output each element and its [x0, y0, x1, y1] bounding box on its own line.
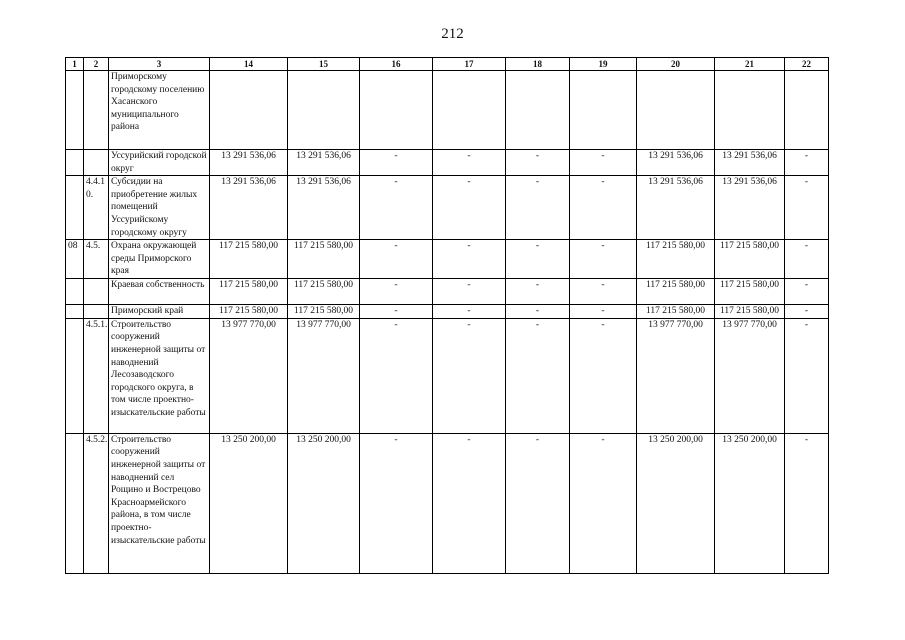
cell-col16: - — [360, 318, 433, 433]
cell-col21: 13 250 200,00 — [715, 433, 785, 573]
cell-col22: - — [785, 150, 829, 176]
cell-col18: - — [506, 279, 570, 305]
cell-col16 — [360, 71, 433, 150]
cell-col18: - — [506, 305, 570, 319]
cell-col19: - — [570, 150, 637, 176]
cell-name: Строительство сооружений инженерной защиты от наводнений сел Рощино и Вострецово Красноармейского района, в том числе проектно-изыскательские работы — [109, 433, 210, 573]
cell-col1: 08 — [66, 240, 84, 279]
cell-col17: - — [433, 150, 506, 176]
col-header: 14 — [210, 58, 288, 71]
cell-col18: - — [506, 240, 570, 279]
cell-col16: - — [360, 305, 433, 319]
table-row — [66, 318, 829, 433]
cell-col14: 13 977 770,00 — [210, 318, 288, 433]
cell-col21: 13 291 536,06 — [715, 176, 785, 240]
cell-col17: - — [433, 318, 506, 433]
col-header: 16 — [360, 58, 433, 71]
table-row — [66, 279, 829, 305]
cell-col20: 13 291 536,06 — [637, 176, 715, 240]
cell-col21: 117 215 580,00 — [715, 240, 785, 279]
cell-col1 — [66, 318, 84, 433]
cell-col14: 117 215 580,00 — [210, 279, 288, 305]
cell-col14: 13 291 536,06 — [210, 150, 288, 176]
cell-col17: - — [433, 305, 506, 319]
cell-col19: - — [570, 318, 637, 433]
cell-col17: - — [433, 433, 506, 573]
cell-col21: 117 215 580,00 — [715, 279, 785, 305]
cell-name: Субсидии на приобретение жилых помещений Уссурийскому городскому округу — [109, 176, 210, 240]
budget-table — [65, 57, 829, 574]
cell-col1 — [66, 433, 84, 573]
col-header: 18 — [506, 58, 570, 71]
cell-col2 — [84, 279, 109, 305]
cell-col2 — [84, 305, 109, 319]
table-row — [66, 433, 829, 573]
cell-col17: - — [433, 240, 506, 279]
col-header: 2 — [84, 58, 109, 71]
cell-col22 — [785, 71, 829, 150]
cell-col1 — [66, 150, 84, 176]
cell-col20: 13 977 770,00 — [637, 318, 715, 433]
cell-col20: 13 250 200,00 — [637, 433, 715, 573]
cell-col16: - — [360, 150, 433, 176]
cell-col19: - — [570, 433, 637, 573]
cell-col18: - — [506, 318, 570, 433]
cell-col1 — [66, 279, 84, 305]
table-row — [66, 71, 829, 150]
cell-col18 — [506, 71, 570, 150]
cell-col22: - — [785, 240, 829, 279]
cell-col16: - — [360, 433, 433, 573]
cell-name: Приморскому городскому поселению Хасанского муниципального района — [109, 71, 210, 150]
cell-name: Строительство сооружений инженерной защиты от наводнений Лесозаводского городского округа, в том числе проектно-изыскательские работы — [109, 318, 210, 433]
cell-col14: 117 215 580,00 — [210, 305, 288, 319]
cell-col20 — [637, 71, 715, 150]
cell-col20: 117 215 580,00 — [637, 240, 715, 279]
cell-col19: - — [570, 176, 637, 240]
cell-col21 — [715, 71, 785, 150]
cell-name: Приморский край — [109, 305, 210, 319]
cell-col15: 13 291 536,06 — [288, 150, 360, 176]
cell-col15: 117 215 580,00 — [288, 279, 360, 305]
cell-name: Краевая собственность — [109, 279, 210, 305]
cell-col19: - — [570, 305, 637, 319]
cell-col20: 13 291 536,06 — [637, 150, 715, 176]
cell-col15: 13 250 200,00 — [288, 433, 360, 573]
cell-col2: 4.5.2. — [84, 433, 109, 573]
cell-col22: - — [785, 176, 829, 240]
cell-col14 — [210, 71, 288, 150]
cell-col1 — [66, 305, 84, 319]
cell-col16: - — [360, 176, 433, 240]
cell-col15: 13 977 770,00 — [288, 318, 360, 433]
cell-col18: - — [506, 176, 570, 240]
cell-col21: 117 215 580,00 — [715, 305, 785, 319]
cell-col2 — [84, 150, 109, 176]
cell-col20: 117 215 580,00 — [637, 279, 715, 305]
cell-col16: - — [360, 279, 433, 305]
col-header: 17 — [433, 58, 506, 71]
cell-col18: - — [506, 150, 570, 176]
cell-col21: 13 977 770,00 — [715, 318, 785, 433]
cell-col19 — [570, 71, 637, 150]
cell-col20: 117 215 580,00 — [637, 305, 715, 319]
cell-col19: - — [570, 279, 637, 305]
cell-col22: - — [785, 318, 829, 433]
cell-name: Охрана окружающей среды Приморского края — [109, 240, 210, 279]
cell-col17: - — [433, 176, 506, 240]
col-header: 21 — [715, 58, 785, 71]
col-header: 22 — [785, 58, 829, 71]
cell-name: Уссурийский городской округ — [109, 150, 210, 176]
col-header: 20 — [637, 58, 715, 71]
col-header: 1 — [66, 58, 84, 71]
cell-col16: - — [360, 240, 433, 279]
cell-col15: 117 215 580,00 — [288, 305, 360, 319]
table-row — [66, 305, 829, 319]
page-number: 212 — [441, 26, 464, 42]
cell-col22: - — [785, 305, 829, 319]
cell-col2: 4.4.1 0. — [84, 176, 109, 240]
cell-col15: 117 215 580,00 — [288, 240, 360, 279]
cell-col19: - — [570, 240, 637, 279]
table-row — [66, 240, 829, 279]
col-header: 3 — [109, 58, 210, 71]
cell-col2: 4.5.1. — [84, 318, 109, 433]
table-row — [66, 176, 829, 240]
cell-col15: 13 291 536,06 — [288, 176, 360, 240]
cell-col17 — [433, 71, 506, 150]
cell-col22: - — [785, 433, 829, 573]
cell-col14: 117 215 580,00 — [210, 240, 288, 279]
cell-col1 — [66, 176, 84, 240]
cell-col2 — [84, 71, 109, 150]
cell-col17: - — [433, 279, 506, 305]
table-row — [66, 150, 829, 176]
cell-col18: - — [506, 433, 570, 573]
cell-col1 — [66, 71, 84, 150]
cell-col14: 13 250 200,00 — [210, 433, 288, 573]
header-row — [66, 58, 829, 71]
cell-col22: - — [785, 279, 829, 305]
col-header: 15 — [288, 58, 360, 71]
cell-col15 — [288, 71, 360, 150]
cell-col21: 13 291 536,06 — [715, 150, 785, 176]
cell-col14: 13 291 536,06 — [210, 176, 288, 240]
cell-col2: 4.5. — [84, 240, 109, 279]
col-header: 19 — [570, 58, 637, 71]
